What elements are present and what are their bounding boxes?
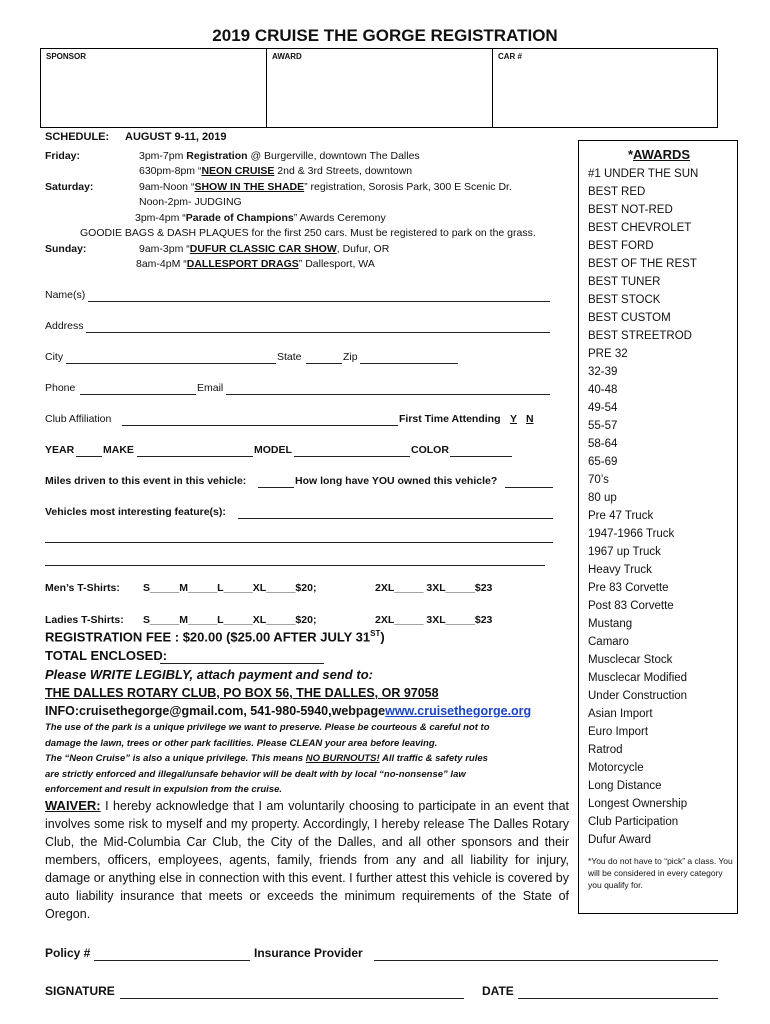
friday-1-time: 3pm-7pm — [139, 150, 184, 162]
award-item: Heavy Truck — [588, 564, 652, 576]
zip-field[interactable] — [360, 363, 458, 364]
signature-label: SIGNATURE — [45, 984, 115, 998]
club-label: Club Affiliation — [45, 413, 112, 425]
ladies-size-2xl: 2XL — [375, 614, 395, 626]
website-link[interactable]: www.cruisethegorge.org — [385, 704, 532, 718]
sponsor-cell[interactable] — [41, 49, 267, 127]
award-item: Pre 47 Truck — [588, 510, 654, 522]
car-number-label: CAR # — [498, 52, 523, 61]
mens-size-xl: XL — [252, 582, 267, 594]
zip-label: Zip — [343, 351, 358, 363]
award-item: 58-64 — [588, 438, 618, 450]
awards-title — [579, 147, 739, 162]
sunday-1-rest: , Dufur, OR — [336, 243, 390, 255]
first-time-label: First Time Attending — [399, 413, 501, 425]
ladies-size-l: L — [217, 614, 224, 626]
award-item: Asian Import — [588, 708, 653, 720]
award-item: Mustang — [588, 618, 633, 630]
color-label: COLOR — [411, 444, 449, 456]
friday-2-time: 630pm-8pm “ — [139, 165, 202, 177]
name-field[interactable] — [88, 301, 550, 302]
award-item: BEST TUNER — [588, 276, 661, 288]
make-field[interactable] — [137, 456, 253, 457]
ladies-size-s: S — [143, 614, 151, 626]
make-label: MAKE — [103, 444, 134, 456]
date-label: DATE — [482, 984, 514, 998]
mens-m-blank[interactable]: _____ — [187, 582, 218, 594]
year-field[interactable] — [76, 456, 102, 457]
page-title: 2019 CRUISE THE GORGE REGISTRATION — [212, 26, 558, 45]
friday-1-event: Registration — [186, 150, 248, 162]
date-field[interactable] — [518, 998, 718, 999]
saturday-3-rest: ” Awards Ceremony — [293, 212, 386, 224]
signature-field[interactable] — [120, 998, 464, 999]
mens-price-20: $20; — [295, 582, 317, 594]
award-item: 49-54 — [588, 402, 618, 414]
note-line-3a: The “Neon Cruise” is also a unique privilege. This means — [45, 753, 306, 764]
mailing-address: THE DALLES ROTARY CLUB, PO BOX 56, THE DALLES, OR 97058 — [45, 686, 439, 700]
award-item: BEST CUSTOM — [588, 312, 671, 324]
award-item: Dufur Award — [588, 834, 652, 846]
color-field[interactable] — [450, 456, 512, 457]
address-field[interactable] — [86, 332, 550, 333]
ladies-l-blank[interactable]: _____ — [223, 614, 253, 626]
registration-fee-text: REGISTRATION FEE : $20.00 ($25.00 AFTER JULY 31 — [45, 629, 371, 645]
award-item: Longest Ownership — [588, 798, 688, 810]
first-time-no[interactable]: N — [526, 413, 534, 425]
features-label: Vehicles most interesting feature(s): — [45, 506, 226, 518]
header-table — [40, 48, 718, 128]
saturday-line-2: Noon-2pm- JUDGING — [139, 196, 242, 208]
sunday-2-event: DALLESPORT DRAGS — [186, 258, 299, 270]
sunday-2-rest: ” Dallesport, WA — [298, 258, 375, 270]
mens-size-row-2 — [375, 582, 492, 594]
waiver-label: WAIVER: — [45, 798, 101, 813]
award-item: Pre 83 Corvette — [588, 582, 669, 594]
award-item: BEST FORD — [588, 240, 654, 252]
club-field[interactable] — [122, 425, 398, 426]
model-label: MODEL — [254, 444, 292, 456]
features-field-1[interactable] — [238, 518, 553, 519]
friday-2-rest: 2nd & 3rd Streets, downtown — [274, 165, 413, 177]
award-item: 40-48 — [588, 384, 618, 396]
award-item: Euro Import — [588, 726, 649, 738]
friday-label: Friday: — [45, 150, 81, 162]
sponsor-label: SPONSOR — [46, 52, 87, 61]
ladies-xl-blank[interactable]: _____ — [266, 614, 296, 626]
info-line — [45, 704, 531, 718]
friday-2-event: NEON CRUISE — [201, 165, 275, 177]
awards-star: * — [627, 147, 633, 162]
mens-s-blank[interactable]: _____ — [150, 582, 180, 594]
ladies-size-m: M — [179, 614, 188, 626]
miles-label: Miles driven to this event in this vehicle: — [45, 475, 247, 487]
registration-fee — [45, 629, 385, 644]
waiver-text: I hereby acknowledge that I am voluntarily choosing to participate in an event that involves some risk to myself and my property. Accordingly, I hereby release The Dalles Rotary Club, the Mid-Columbia Car Club, the City of the Dalles, and all other sponsors and their members, officers, employees, agents, family, friends from any and all liability for injury, damage or anything else in connection with this event. I further attest this vehicle is covered by auto liability insurance that meets or exceeds the minimum requirements of the State of Oregon. — [45, 799, 569, 921]
ladies-3xl-blank[interactable]: _____ — [445, 614, 475, 626]
award-label: AWARD — [272, 52, 302, 61]
sunday-line-1 — [139, 243, 389, 255]
award-cell[interactable] — [267, 49, 493, 127]
owned-label: How long have YOU owned this vehicle? — [295, 475, 498, 487]
award-item: Club Participation — [588, 816, 679, 828]
award-item: BEST OF THE REST — [588, 258, 697, 270]
awards-note: *You do not have to “pick” a class. You will be considered in every category you qualify for. — [588, 856, 733, 890]
note-line-3 — [45, 753, 488, 764]
total-enclosed-label: TOTAL ENCLOSED: — [45, 648, 168, 663]
mens-size-3xl: 3XL — [426, 582, 446, 594]
award-item: 65-69 — [588, 456, 618, 468]
friday-line-2 — [139, 165, 412, 177]
award-item: BEST RED — [588, 186, 646, 198]
ladies-size-row — [143, 614, 316, 626]
registration-fee-sup: ST — [370, 629, 381, 638]
mens-size-l: L — [217, 582, 224, 594]
insurance-field[interactable] — [374, 960, 718, 961]
mens-xl-blank[interactable]: _____ — [266, 582, 296, 594]
schedule-dates: AUGUST 9-11, 2019 — [125, 131, 227, 143]
ladies-size-3xl: 3XL — [426, 614, 446, 626]
features-field-3[interactable] — [45, 565, 545, 566]
award-item: Motorcycle — [588, 762, 644, 774]
saturday-3-time: 3pm-4pm “ — [135, 212, 186, 224]
address-label: Address — [45, 320, 84, 332]
features-field-2[interactable] — [45, 542, 553, 543]
ladies-price-20: $20; — [295, 614, 317, 626]
email-label: Email — [197, 382, 224, 394]
award-item: 80 up — [588, 492, 617, 504]
award-item: 55-57 — [588, 420, 618, 432]
mens-l-blank[interactable]: _____ — [223, 582, 253, 594]
note-line-5: enforcement and result in expulsion from the cruise. — [45, 784, 283, 795]
ladies-tshirt-label: Ladies T-Shirts: — [45, 614, 124, 626]
award-item: PRE 32 — [588, 348, 628, 360]
phone-field[interactable] — [80, 394, 196, 395]
mens-size-s: S — [143, 582, 151, 594]
mens-size-m: M — [179, 582, 188, 594]
policy-field[interactable] — [94, 960, 250, 961]
goodie-bags-note: GOODIE BAGS & DASH PLAQUES for the first 250 cars. Must be registered to park on the grass. — [80, 227, 536, 239]
sunday-1-time: 9am-3pm “ — [139, 243, 190, 255]
name-label: Name(s) — [45, 289, 86, 301]
waiver-paragraph — [45, 797, 569, 923]
city-field[interactable] — [66, 363, 276, 364]
award-item: Under Construction — [588, 690, 688, 702]
saturday-line-1 — [139, 181, 512, 193]
friday-line-1 — [139, 150, 420, 162]
award-item: BEST NOT-RED — [588, 204, 673, 216]
first-time-yes[interactable]: Y — [510, 413, 518, 425]
award-item: 70’s — [588, 474, 609, 486]
award-item: 1967 up Truck — [588, 546, 661, 558]
saturday-label: Saturday: — [45, 181, 94, 193]
ladies-m-blank[interactable]: _____ — [187, 614, 218, 626]
saturday-1-event: SHOW IN THE SHADE — [194, 181, 305, 193]
insurance-label: Insurance Provider — [254, 946, 363, 960]
ladies-size-xl: XL — [252, 614, 267, 626]
ladies-size-row-2 — [375, 614, 492, 626]
saturday-line-3 — [135, 212, 386, 224]
model-field[interactable] — [294, 456, 410, 457]
note-line-1: The use of the park is a unique privilege we want to preserve. Please be courteous & careful not to — [45, 722, 490, 733]
total-enclosed-field[interactable] — [160, 663, 324, 664]
award-item: Ratrod — [588, 744, 623, 756]
ladies-price-23: $23 — [474, 614, 493, 626]
state-label: State — [277, 351, 302, 363]
award-item: #1 UNDER THE SUN — [588, 168, 699, 180]
saturday-1-rest: ” registration, Sorosis Park, 300 E Scenic Dr. — [304, 181, 512, 193]
mens-price-23: $23 — [474, 582, 493, 594]
sunday-label: Sunday: — [45, 243, 87, 255]
mens-size-row — [143, 582, 316, 594]
phone-label: Phone — [45, 382, 76, 394]
note-no-burnouts: NO BURNOUTS! — [305, 753, 380, 764]
policy-label: Policy # — [45, 946, 91, 960]
saturday-1-time: 9am-Noon “ — [139, 181, 195, 193]
awards-box — [578, 140, 738, 914]
note-line-4: are strictly enforced and illegal/unsafe behavior will be dealt with by local “no-nonsense” law — [45, 769, 466, 780]
city-label: City — [45, 351, 64, 363]
award-item: Musclecar Stock — [588, 654, 673, 666]
note-line-3c: All traffic & safety rules — [379, 753, 488, 764]
award-item: 1947-1966 Truck — [588, 528, 675, 540]
award-item: 32-39 — [588, 366, 618, 378]
schedule-label: SCHEDULE: — [45, 131, 110, 143]
note-line-2: damage the lawn, trees or other park facilities. Please CLEAN your area before leaving. — [45, 738, 438, 749]
registration-fee-end: ) — [380, 629, 385, 645]
mens-tshirt-label: Men’s T-Shirts: — [45, 582, 120, 594]
miles-field[interactable] — [258, 487, 294, 488]
friday-1-rest: @ Burgerville, downtown The Dalles — [250, 150, 420, 162]
info-text: INFO:cruisethegorge@gmail.com, 541-980-5940,webpage — [45, 704, 386, 718]
sunday-2-time: 8am-4pM “ — [136, 258, 187, 270]
ladies-s-blank[interactable]: _____ — [150, 614, 180, 626]
sunday-line-2 — [136, 258, 375, 270]
year-label: YEAR — [45, 444, 75, 456]
mens-3xl-blank[interactable]: _____ — [445, 582, 475, 594]
car-number-cell[interactable] — [493, 49, 717, 127]
award-item: Musclecar Modified — [588, 672, 688, 684]
email-field[interactable] — [226, 394, 550, 395]
mens-size-2xl: 2XL — [375, 582, 395, 594]
award-item: Post 83 Corvette — [588, 600, 674, 612]
write-legibly: Please WRITE LEGIBLY, attach payment and send to: — [45, 667, 373, 682]
award-item: Long Distance — [588, 780, 662, 792]
award-item: BEST STREETROD — [588, 330, 692, 342]
awards-title-text: AWARDS — [633, 147, 691, 162]
state-field[interactable] — [306, 363, 342, 364]
owned-field[interactable] — [505, 487, 553, 488]
award-item: BEST CHEVROLET — [588, 222, 692, 234]
mens-2xl-blank[interactable]: _____ — [394, 582, 427, 594]
award-item: BEST STOCK — [588, 294, 661, 306]
award-item: Camaro — [588, 636, 629, 648]
sunday-1-event: DUFUR CLASSIC CAR SHOW — [189, 243, 337, 255]
saturday-3-event: Parade of Champions — [185, 212, 294, 224]
ladies-2xl-blank[interactable]: _____ — [394, 614, 427, 626]
